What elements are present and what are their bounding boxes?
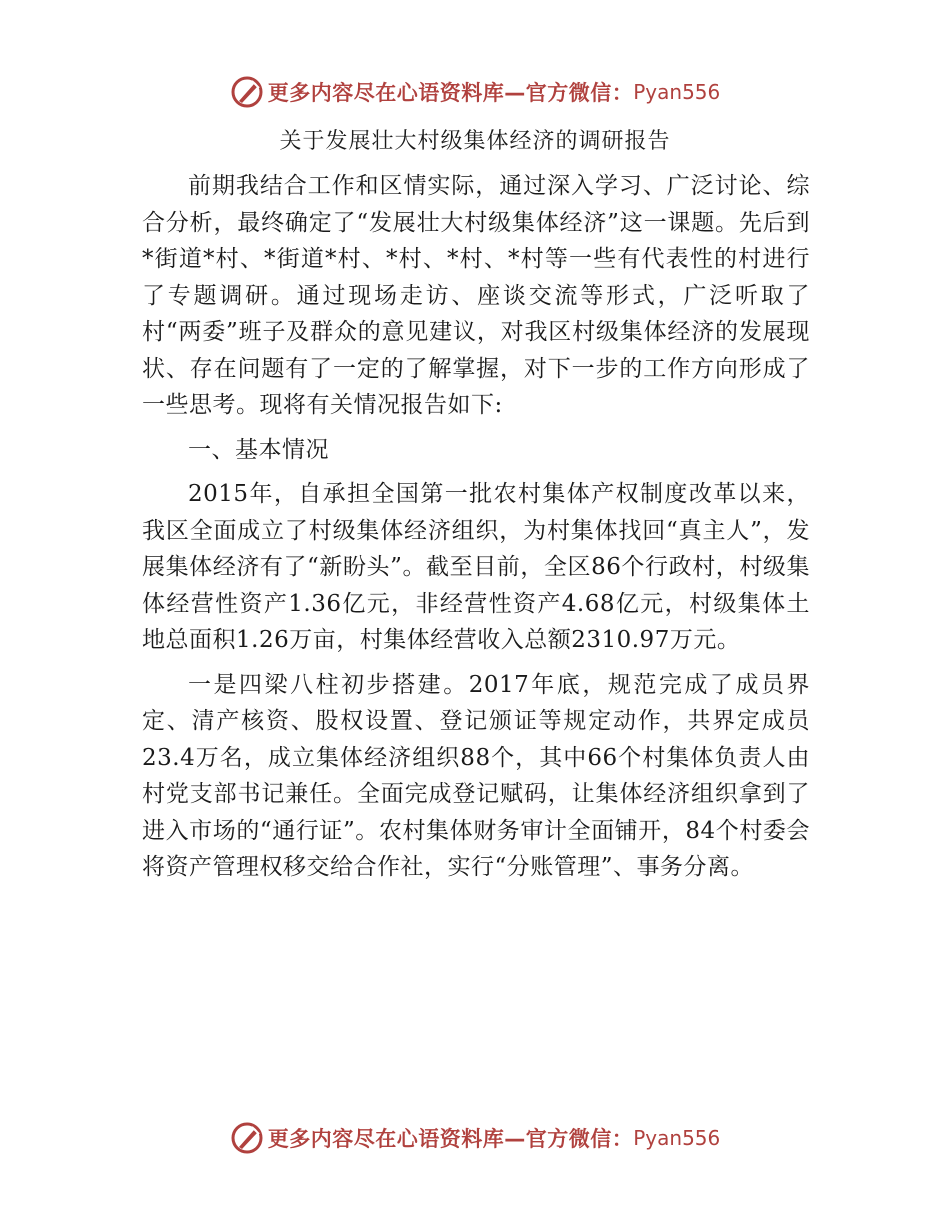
section-heading: 一、基本情况 <box>188 436 329 463</box>
document-body <box>142 168 810 894</box>
paragraph-basic-situation: 2015年，自承担全国第一批农村集体产权制度改革以来，我区全面成立了村级集体经济组织，为村集体找回“真主人”，发展集体经济有了“新盼头”。截至目前，全区86个行政村，村级集体经营性资产1.36亿元，非经营性资产4.68亿元，村级集体土地总面积1.26万亩，村集体经营收入总额2310.97万元。 <box>142 481 810 653</box>
document-title: 关于发展壮大村级集体经济的调研报告 <box>279 129 671 154</box>
banner-text: 更多内容尽在心语资料库—官方微信： <box>267 81 634 105</box>
quill-logo-icon <box>230 1121 264 1155</box>
quill-logo-icon <box>230 75 264 109</box>
paragraph-intro: 前期我结合工作和区情实际，通过深入学习、广泛讨论、综合分析，最终确定了“发展壮大村级集体经济”这一课题。先后到*街道*村、*街道*村、*村、*村、*村等一些有代表性的村进行了专题调研。通过现场走访、座谈交流等形式，广泛听取了村“两委”班子及群众的意见建议，对我区村级集体经济的发展现状、存在问题有了一定的了解掌握，对下一步的工作方向形成了一些思考。现将有关情况报告如下: <box>142 173 810 418</box>
paragraph-framework: 一是四梁八柱初步搭建。2017年底，规范完成了成员界定、清产核资、股权设置、登记颁证等规定动作，共界定成员23.4万名，成立集体经济组织88个，其中66个村集体负责人由村党支部书记兼任。全面完成登记赋码，让集体经济组织拿到了进入市场的“通行证”。农村集体财务审计全面铺开，84个村委会将资产管理权移交给合作社，实行“分账管理”、事务分离。 <box>142 671 810 880</box>
footer-watermark-banner <box>0 1118 950 1158</box>
banner-text: 更多内容尽在心语资料库—官方微信： <box>267 1127 634 1151</box>
banner-wechat-id: Pyan556 <box>633 80 721 104</box>
header-watermark-banner <box>0 72 950 112</box>
banner-wechat-id: Pyan556 <box>633 1126 721 1150</box>
